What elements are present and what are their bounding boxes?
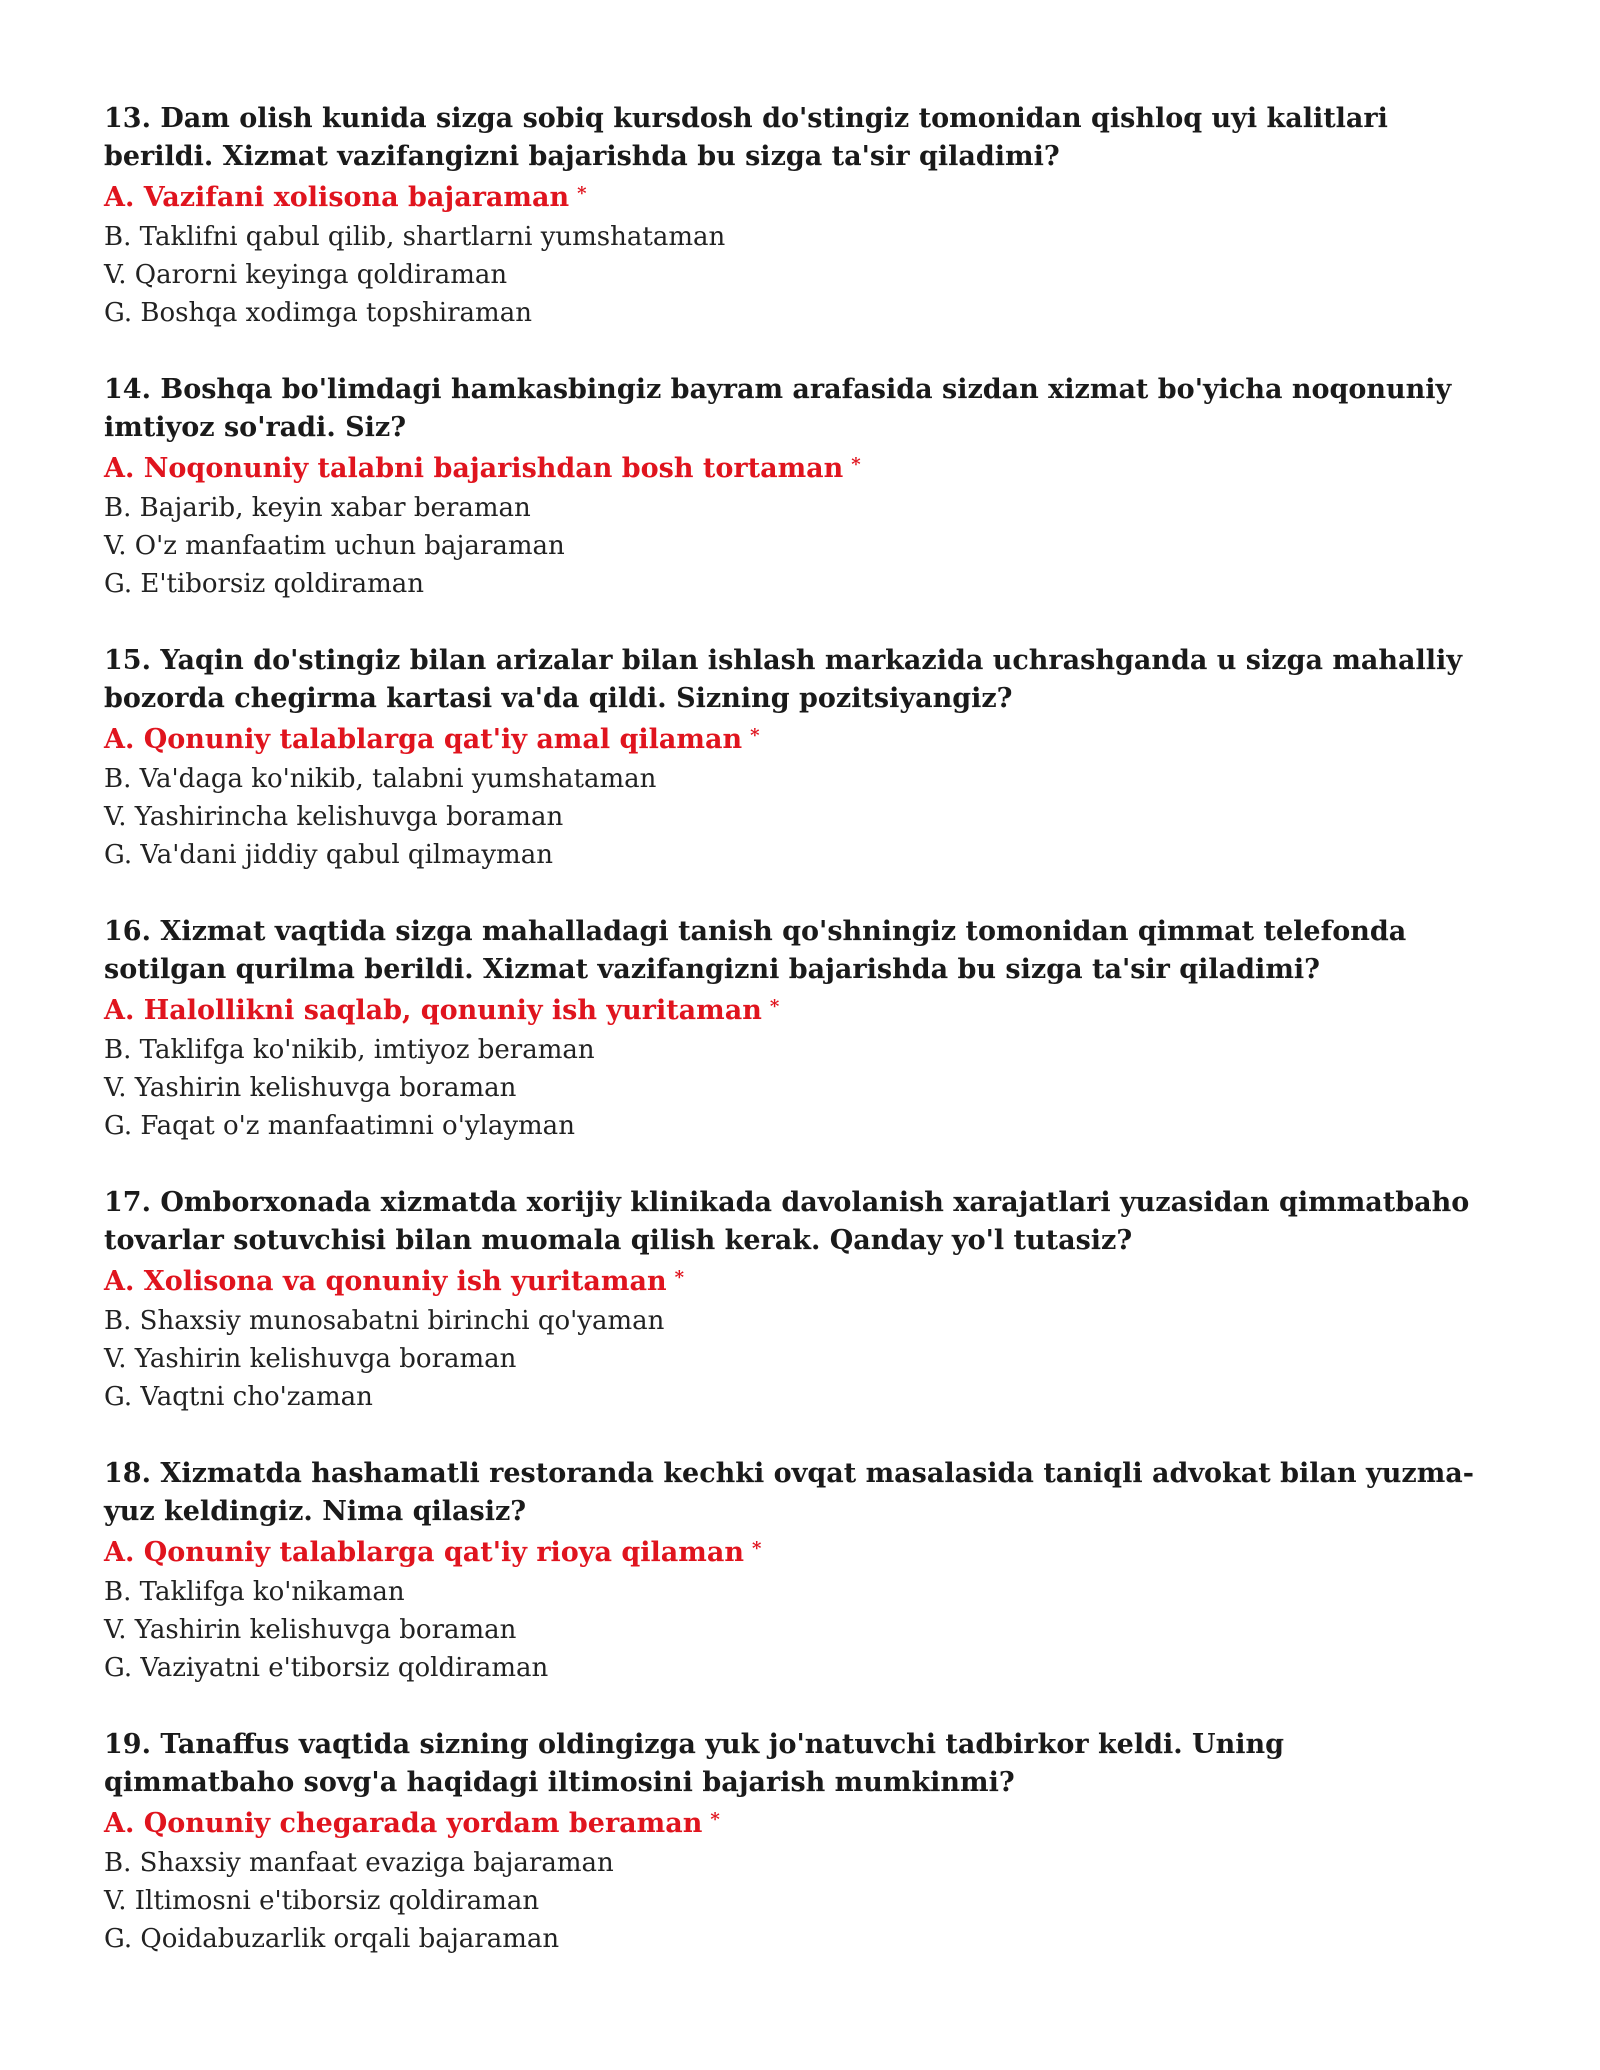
answer-label: A. Qonuniy chegarada yordam beraman — [104, 1808, 703, 1839]
answer-option-v: V. Yashirin kelishuvga boraman — [104, 1073, 517, 1103]
correct-answer — [104, 1804, 1480, 1844]
question-block-15 — [104, 642, 1480, 874]
correct-mark: * — [751, 1538, 762, 1559]
answer-option-v: V. O'z manfaatim uchun bajaraman — [104, 531, 565, 561]
correct-mark: * — [851, 454, 861, 475]
answer-label: A. Noqonuniy talabni bajarishdan bosh tortaman — [104, 453, 844, 484]
correct-mark: * — [750, 725, 760, 746]
answer-option-v: V. Yashirincha kelishuvga boraman — [104, 802, 564, 832]
correct-answer — [104, 449, 1480, 489]
correct-answer — [104, 720, 1480, 760]
answer-option-v: V. Iltimosni e'tiborsiz qoldiraman — [104, 1886, 540, 1916]
correct-mark: * — [769, 996, 780, 1017]
question-text: 14. Boshqa bo'limdagi hamkasbingiz bayram arafasida sizdan xizmat bo'yicha noqonuniy imtiyoz so'radi. Siz? — [104, 374, 1452, 443]
question-block-18 — [104, 1455, 1480, 1687]
answer-option-g: G. Boshqa xodimga topshiraman — [104, 298, 532, 328]
answer-option-g: G. Vaqtni cho'zaman — [104, 1382, 373, 1412]
answer-option-g: G. E'tiborsiz qoldiraman — [104, 569, 425, 599]
answer-option-b: B. Va'daga ko'nikib, talabni yumshataman — [104, 764, 657, 794]
answer-option-g: G. Vaziyatni e'tiborsiz qoldiraman — [104, 1653, 549, 1683]
question-block-13 — [104, 100, 1480, 332]
question-text: 16. Xizmat vaqtida sizga mahalladagi tanish qo'shningiz tomonidan qimmat telefonda sotilgan qurilma berildi. Xizmat vazifangizni bajarishda bu sizga ta'sir qiladimi? — [104, 916, 1407, 985]
answer-option-g: G. Va'dani jiddiy qabul qilmayman — [104, 840, 553, 870]
answer-label: A. Qonuniy talablarga qat'iy amal qilaman — [104, 724, 743, 755]
question-text: 13. Dam olish kunida sizga sobiq kursdosh do'stingiz tomonidan qishloq uyi kalitlari berildi. Xizmat vazifangizni bajarishda bu sizga ta'sir qiladimi? — [104, 103, 1388, 172]
answer-option-v: V. Yashirin kelishuvga boraman — [104, 1344, 517, 1374]
correct-answer — [104, 991, 1480, 1031]
answer-option-g: G. Faqat o'z manfaatimni o'ylayman — [104, 1111, 575, 1141]
correct-mark: * — [674, 1267, 685, 1288]
answer-label: A. Halollikni saqlab, qonuniy ish yuritaman — [104, 995, 762, 1026]
question-text: 17. Omborxonada xizmatda xorijiy klinikada davolanish xarajatlari yuzasidan qimmatbaho tovarlar sotuvchisi bilan muomala qilish kerak. Qanday yo'l tutasiz? — [104, 1187, 1470, 1256]
question-text: 18. Xizmatda hashamatli restoranda kechki ovqat masalasida taniqli advokat bilan yuzma-yuz keldingiz. Nima qilasiz? — [104, 1458, 1474, 1527]
correct-answer — [104, 1262, 1480, 1302]
correct-answer — [104, 1533, 1480, 1573]
question-text: 15. Yaqin do'stingiz bilan arizalar bilan ishlash markazida uchrashganda u sizga mahalliy bozorda chegirma kartasi va'da qildi. Sizning pozitsiyangiz? — [104, 645, 1463, 714]
question-block-19 — [104, 1726, 1480, 1958]
answer-option-b: B. Bajarib, keyin xabar beraman — [104, 493, 531, 523]
correct-answer — [104, 178, 1480, 218]
answer-option-b: B. Taklifga ko'nikib, imtiyoz beraman — [104, 1035, 595, 1065]
answer-label: A. Xolisona va qonuniy ish yuritaman — [104, 1266, 667, 1297]
answer-option-b: B. Shaxsiy munosabatni birinchi qo'yaman — [104, 1306, 665, 1336]
question-block-16 — [104, 913, 1480, 1145]
question-block-14 — [104, 371, 1480, 603]
correct-mark: * — [710, 1809, 720, 1830]
correct-mark: * — [577, 183, 587, 204]
answer-label: A. Qonuniy talablarga qat'iy rioya qilaman — [104, 1537, 744, 1568]
answer-option-b: B. Taklifni qabul qilib, shartlarni yumshataman — [104, 222, 726, 252]
answer-label: A. Vazifani xolisona bajaraman — [104, 182, 570, 213]
answer-option-b: B. Taklifga ko'nikaman — [104, 1577, 405, 1607]
answer-option-v: V. Qarorni keyinga qoldiraman — [104, 260, 508, 290]
answer-option-g: G. Qoidabuzarlik orqali bajaraman — [104, 1924, 560, 1954]
question-block-17 — [104, 1184, 1480, 1416]
question-text: 19. Tanaffus vaqtida sizning oldingizga yuk jo'natuvchi tadbirkor keldi. Uning qimmatbaho sovg'a haqidagi iltimosini bajarish mumkinmi? — [104, 1729, 1284, 1798]
answer-option-b: B. Shaxsiy manfaat evaziga bajaraman — [104, 1848, 614, 1878]
answer-option-v: V. Yashirin kelishuvga boraman — [104, 1615, 517, 1645]
